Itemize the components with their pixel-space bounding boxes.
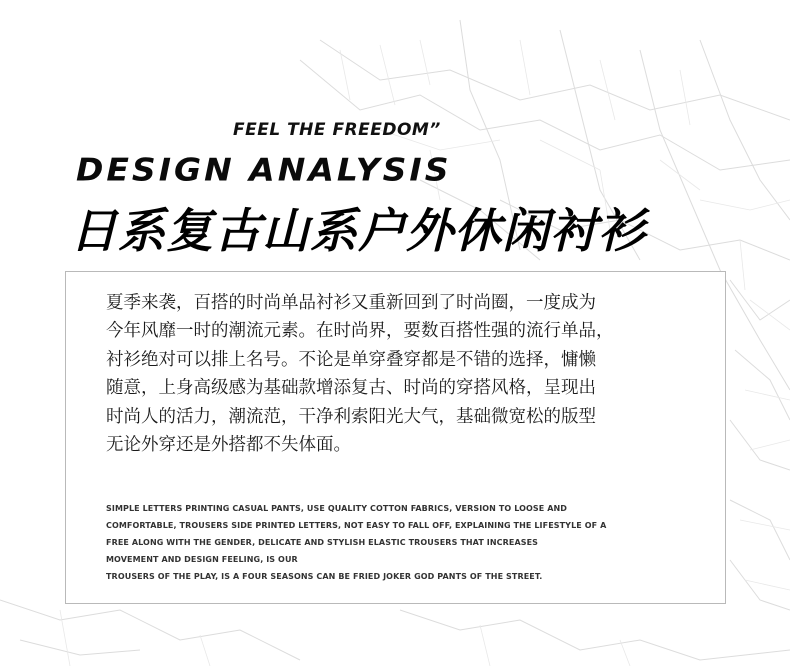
description-chinese: [106, 289, 706, 459]
description-line: 衬衫绝对可以排上名号。不论是单穿叠穿都是不错的选择，慵懒: [106, 349, 596, 370]
description-line: SIMPLE LETTERS PRINTING CASUAL PANTS, USE QUALITY COTTON FABRICS, VERSION TO LOOSE AND: [106, 504, 568, 513]
heading-english: DESIGN ANALYSIS: [76, 151, 452, 189]
description-line: TROUSERS OF THE PLAY, IS A FOUR SEASONS CAN BE FRIED JOKER GOD PANTS OF THE STREET.: [106, 572, 543, 581]
description-line: COMFORTABLE, TROUSERS SIDE PRINTED LETTERS, NOT EASY TO FALL OFF, EXPLAINING THE LIFESTYLE OF A: [106, 521, 607, 530]
heading-chinese: 日系复古山系户外休闲衬衫: [70, 204, 646, 259]
description-line: FREE ALONG WITH THE GENDER, DELICATE AND STYLISH ELASTIC TROUSERS THAT INCREASES: [106, 538, 539, 547]
description-line: 夏季来袭，百搭的时尚单品衬衫又重新回到了时尚圈，一度成为: [106, 293, 596, 313]
tagline: FEEL THE FREEDOM”: [233, 120, 441, 140]
description-box: [65, 271, 726, 604]
description-line: 今年风靡一时的潮流元素。在时尚界，要数百搭性强的流行单品，: [106, 321, 614, 342]
description-line: 无论外穿还是外搭都不失体面。: [106, 435, 351, 456]
description-line: MOVEMENT AND DESIGN FEELING, IS OUR: [106, 555, 298, 564]
description-line: 随意，上身高级感为基础款增添复古、时尚的穿搭风格，呈现出: [106, 378, 596, 399]
description-line: 时尚人的活力，潮流范，干净利索阳光大气，基础微宽松的版型: [106, 406, 596, 427]
description-english: [106, 500, 706, 585]
